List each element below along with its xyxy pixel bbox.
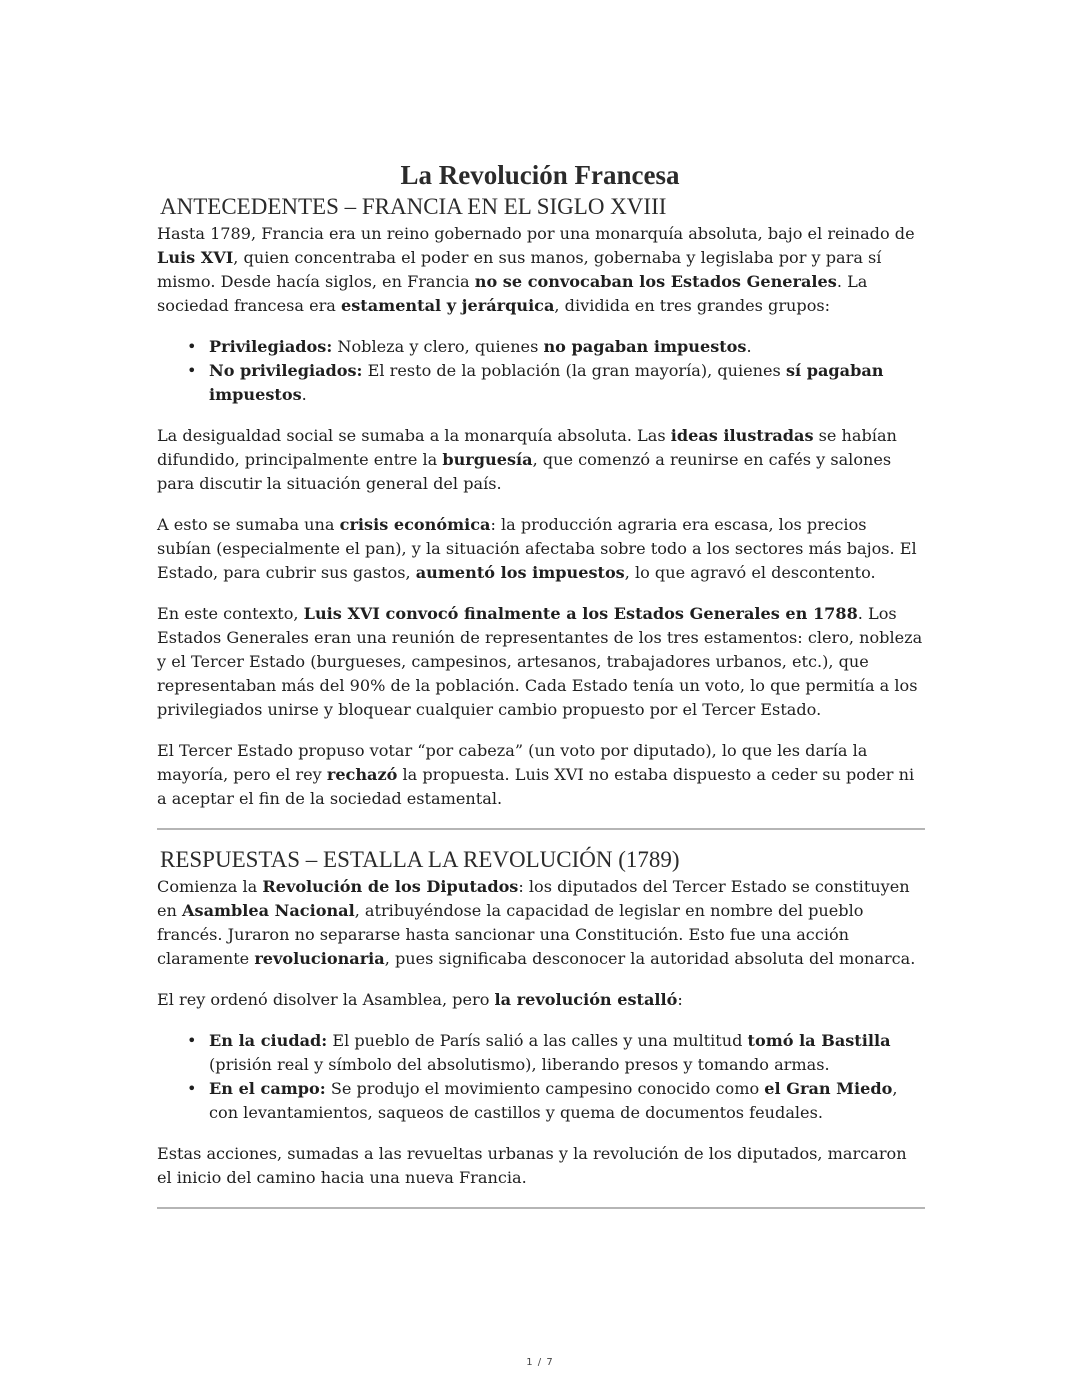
text-run: se habían difundido, principalmente entre la <box>157 426 897 469</box>
text-run: , con levantamientos, saqueos de castillos y quema de documentos feudales. <box>209 1079 898 1122</box>
text-run: . <box>301 385 307 404</box>
document-page <box>157 158 923 1209</box>
bold-text: el Gran Miedo <box>764 1079 893 1098</box>
text-run: . <box>746 337 752 356</box>
text-run: Nobleza y clero, quienes <box>332 337 544 356</box>
section-divider <box>157 828 925 830</box>
text-run: , dividida en tres grandes grupos: <box>554 296 831 315</box>
text-run: : la producción agraria era escasa, los precios subían (especialmente el pan), y la situación afectaba sobre todo a los sectores más bajos. El Estado, para cubrir sus gastos, <box>157 515 917 582</box>
text-run: , atribuyéndose la capacidad de legislar en nombre del pueblo francés. Juraron no separarse hasta sancionar una Constitución. Esto fue una acción claramente <box>157 901 864 968</box>
text-run: Se produjo el movimiento campesino conocido como <box>325 1079 765 1098</box>
text-run: . La sociedad francesa era <box>157 272 868 315</box>
paragraph <box>157 988 923 1012</box>
section-heading-antecedentes: ANTECEDENTES – FRANCIA EN EL SIGLO XVIII <box>160 194 667 219</box>
bold-text: No privilegiados: <box>209 361 363 380</box>
paragraph <box>157 1142 923 1190</box>
bullet-icon: • <box>187 1079 197 1098</box>
text-run: , lo que agravó el descontento. <box>624 563 876 582</box>
bullet-list <box>157 1029 923 1125</box>
text-run: El pueblo de París salió a las calles y una multitud <box>327 1031 748 1050</box>
text-run: (prisión real y símbolo del absolutismo), liberando presos y tomando armas. <box>209 1055 830 1074</box>
bold-text: Asamblea Nacional <box>182 901 355 920</box>
bold-text: estamental y jerárquica <box>341 296 555 315</box>
bold-text: rechazó <box>326 765 398 784</box>
text-run: Estas acciones, sumadas a las revueltas urbanas y la revolución de los diputados, marcaron el inicio del camino hacia una nueva Francia. <box>157 1144 907 1187</box>
bullet-list <box>157 335 923 407</box>
paragraph <box>157 424 923 496</box>
text-run: El Tercer Estado propuso votar “por cabeza” (un voto por diputado), lo que les daría la mayoría, pero el rey <box>157 741 868 784</box>
section-divider <box>157 1207 925 1209</box>
page-indicator: 1 / 7 <box>526 1357 554 1368</box>
bold-text: En el campo: <box>209 1079 326 1098</box>
bold-text: crisis económica <box>339 515 491 534</box>
text-run: , que comenzó a reunirse en cafés y salones para discutir la situación general del país. <box>157 450 892 493</box>
text-run: Comienza la <box>157 877 263 896</box>
text-run: A esto se sumaba una <box>157 515 340 534</box>
text-run: La desigualdad social se sumaba a la monarquía absoluta. Las <box>157 426 671 445</box>
bold-text: aumentó los impuestos <box>415 563 625 582</box>
bold-text: Revolución de los Diputados <box>262 877 519 896</box>
text-run: : <box>677 990 683 1009</box>
bold-text: revolucionaria <box>254 949 385 968</box>
bold-text: la revolución estalló <box>494 990 678 1009</box>
paragraph <box>157 513 923 585</box>
bold-text: tomó la Bastilla <box>747 1031 891 1050</box>
text-run: , quien concentraba el poder en sus manos, gobernaba y legislaba por y para sí mismo. Desde hacía siglos, en Francia <box>157 248 882 291</box>
list-item <box>187 1077 923 1125</box>
bullet-icon: • <box>187 361 197 380</box>
text-run: : los diputados del Tercer Estado se constituyen en <box>157 877 910 920</box>
bold-text: no pagaban impuestos <box>543 337 747 356</box>
list-item <box>187 359 923 407</box>
bold-text: Privilegiados: <box>209 337 333 356</box>
bold-text: burguesía <box>442 450 533 469</box>
section-heading-respuestas: RESPUESTAS – ESTALLA LA REVOLUCIÓN (1789) <box>160 847 680 872</box>
paragraph <box>157 222 923 318</box>
bold-text: no se convocaban los Estados Generales <box>474 272 837 291</box>
text-run: El rey ordenó disolver la Asamblea, pero <box>157 990 495 1009</box>
bold-text: ideas ilustradas <box>670 426 814 445</box>
document-title: La Revolución Francesa <box>400 160 680 190</box>
bold-text: En la ciudad: <box>209 1031 328 1050</box>
list-item <box>187 335 923 359</box>
paragraph <box>157 875 923 971</box>
list-item <box>187 1029 923 1077</box>
text-run: Hasta 1789, Francia era un reino gobernado por una monarquía absoluta, bajo el reinado de <box>157 224 915 243</box>
text-run: , pues significaba desconocer la autoridad absoluta del monarca. <box>384 949 916 968</box>
text-run: la propuesta. Luis XVI no estaba dispuesto a ceder su poder ni a aceptar el fin de la sociedad estamental. <box>157 765 915 808</box>
bullet-icon: • <box>187 337 197 356</box>
paragraph <box>157 602 923 722</box>
paragraph <box>157 739 923 811</box>
text-run: En este contexto, <box>157 604 304 623</box>
bold-text: sí pagaban impuestos <box>209 361 884 404</box>
bold-text: Luis XVI <box>157 248 234 267</box>
bold-text: Luis XVI convocó finalmente a los Estados Generales en 1788 <box>303 604 858 623</box>
bullet-icon: • <box>187 1031 197 1050</box>
text-run: . Los Estados Generales eran una reunión de representantes de los tres estamentos: clero, nobleza y el Tercer Estado (burgueses, campesinos, artesanos, trabajadores urbanos, etc.), que representaban más del 90% de la población. Cada Estado tenía un voto, lo que permitía a los privilegiados unirse y bloquear cualquier cambio propuesto por el Tercer Estado. <box>157 604 923 719</box>
text-run: El resto de la población (la gran mayoría), quienes <box>362 361 786 380</box>
